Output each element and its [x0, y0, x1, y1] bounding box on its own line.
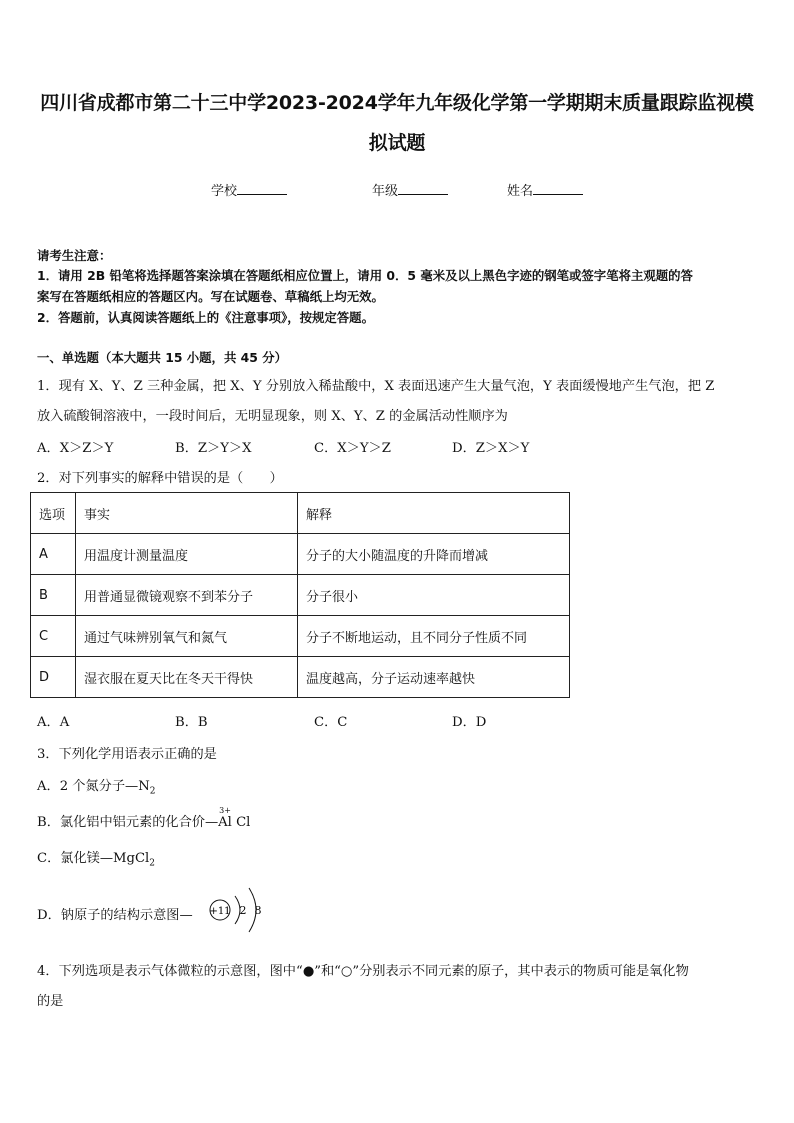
shell-2-electrons: 8 — [254, 904, 262, 917]
notice-line-1: 1．请用 2B 铅笔将选择题答案涂填在答题纸相应位置上，请用 0．5 毫米及以上黑色字迹的钢笔或签字笔将主观题的答 — [37, 268, 693, 283]
exam-title-line-2: 拟试题 — [368, 132, 426, 154]
row-explanation: 分子不断地运动，且不同分子性质不同 — [298, 616, 570, 657]
table-row — [31, 616, 570, 657]
q3-option-c — [37, 847, 155, 869]
q3-option-b-text: B．氯化铝中铝元素的化合价— — [37, 815, 219, 830]
notice-line-2: 案写在答题纸相应的答题区内。写在试题卷、草稿纸上均无效。 — [37, 289, 384, 304]
table-header-row — [31, 493, 570, 534]
q2-option-c: C．C — [314, 715, 348, 730]
q4-stem-line-2: 的是 — [37, 994, 64, 1009]
row-fact: 用温度计测量温度 — [76, 534, 298, 575]
q1-option-a: A．X＞Z＞Y — [37, 441, 114, 456]
school-label: 学校 — [211, 184, 238, 199]
row-option: C — [31, 616, 76, 657]
q1-stem-line-1: 1．现有 X、Y、Z 三种金属，把 X、Y 分别放入稀盐酸中，X 表面迅速产生大量气泡，Y 表面缓慢地产生气泡，把 Z — [37, 379, 715, 394]
valence-superscript: 3+ — [219, 806, 231, 815]
school-blank — [237, 182, 287, 195]
q2-option-b: B．B — [175, 715, 208, 730]
header-fact: 事实 — [76, 493, 298, 534]
q2-table — [30, 492, 570, 698]
table-row — [31, 657, 570, 698]
sodium-atom-diagram — [207, 884, 277, 934]
q3-stem: 3．下列化学用语表示正确的是 — [37, 747, 217, 762]
grade-label: 年级 — [372, 184, 399, 199]
header-explanation: 解释 — [298, 493, 570, 534]
notice-line-3: 2．答题前，认真阅读答题纸上的《注意事项》，按规定答题。 — [37, 310, 374, 325]
exam-title-line-1: 四川省成都市第二十三中学2023-2024学年九年级化学第一学期期末质量跟踪监视模 — [40, 92, 754, 114]
formula-alcl: Al Cl — [218, 815, 251, 830]
grade-field — [372, 180, 448, 199]
row-explanation: 分子的大小随温度的升降而增减 — [298, 534, 570, 575]
q2-stem: 2．对下列事实的解释中错误的是（ ） — [37, 471, 283, 486]
row-option: B — [31, 575, 76, 616]
row-fact: 湿衣服在夏天比在冬天干得快 — [76, 657, 298, 698]
q3-option-d-text: D．钠原子的结构示意图— — [37, 908, 193, 923]
q3-option-c-text: C．氯化镁—MgCl — [37, 851, 150, 866]
q3-option-c-subscript: 2 — [149, 858, 156, 869]
row-option: A — [31, 534, 76, 575]
school-field — [211, 180, 287, 199]
nucleus-charge: +11 — [209, 906, 231, 917]
header-option: 选项 — [31, 493, 76, 534]
grade-blank — [398, 182, 448, 195]
q3-option-a-text: A．2 个氮分子—N — [37, 779, 150, 794]
row-explanation: 温度越高，分子运动速率越快 — [298, 657, 570, 698]
row-explanation: 分子很小 — [298, 575, 570, 616]
valence-formula — [218, 806, 251, 830]
q1-option-d: D．Z＞X＞Y — [452, 441, 530, 456]
q3-option-a-subscript: 2 — [149, 786, 156, 797]
q4-stem-line-1: 4．下列选项是表示气体微粒的示意图，图中“●”和“○”分别表示不同元素的原子，其中表示的物质可能是氧化物 — [37, 964, 689, 979]
q3-option-b — [37, 806, 251, 830]
name-field — [507, 180, 583, 199]
q3-option-a — [37, 775, 156, 797]
table-row — [31, 575, 570, 616]
q2-option-d: D．D — [452, 715, 487, 730]
shell-1-electrons: 2 — [239, 904, 247, 917]
name-blank — [533, 182, 583, 195]
row-fact: 用普通显微镜观察不到苯分子 — [76, 575, 298, 616]
q2-option-a: A．A — [37, 715, 70, 730]
row-fact: 通过气味辨别氧气和氮气 — [76, 616, 298, 657]
q1-stem-line-2: 放入硫酸铜溶液中，一段时间后，无明显现象，则 X、Y、Z 的金属活动性顺序为 — [37, 409, 508, 424]
q3-option-d — [37, 904, 193, 923]
table-row — [31, 534, 570, 575]
q1-option-c: C．X＞Y＞Z — [314, 441, 391, 456]
row-option: D — [31, 657, 76, 698]
notice-heading: 请考生注意： — [37, 248, 112, 263]
section-heading: 一、单选题（本大题共 15 小题，共 45 分） — [37, 350, 287, 365]
name-label: 姓名 — [507, 184, 534, 199]
q1-option-b: B．Z＞Y＞X — [175, 441, 252, 456]
